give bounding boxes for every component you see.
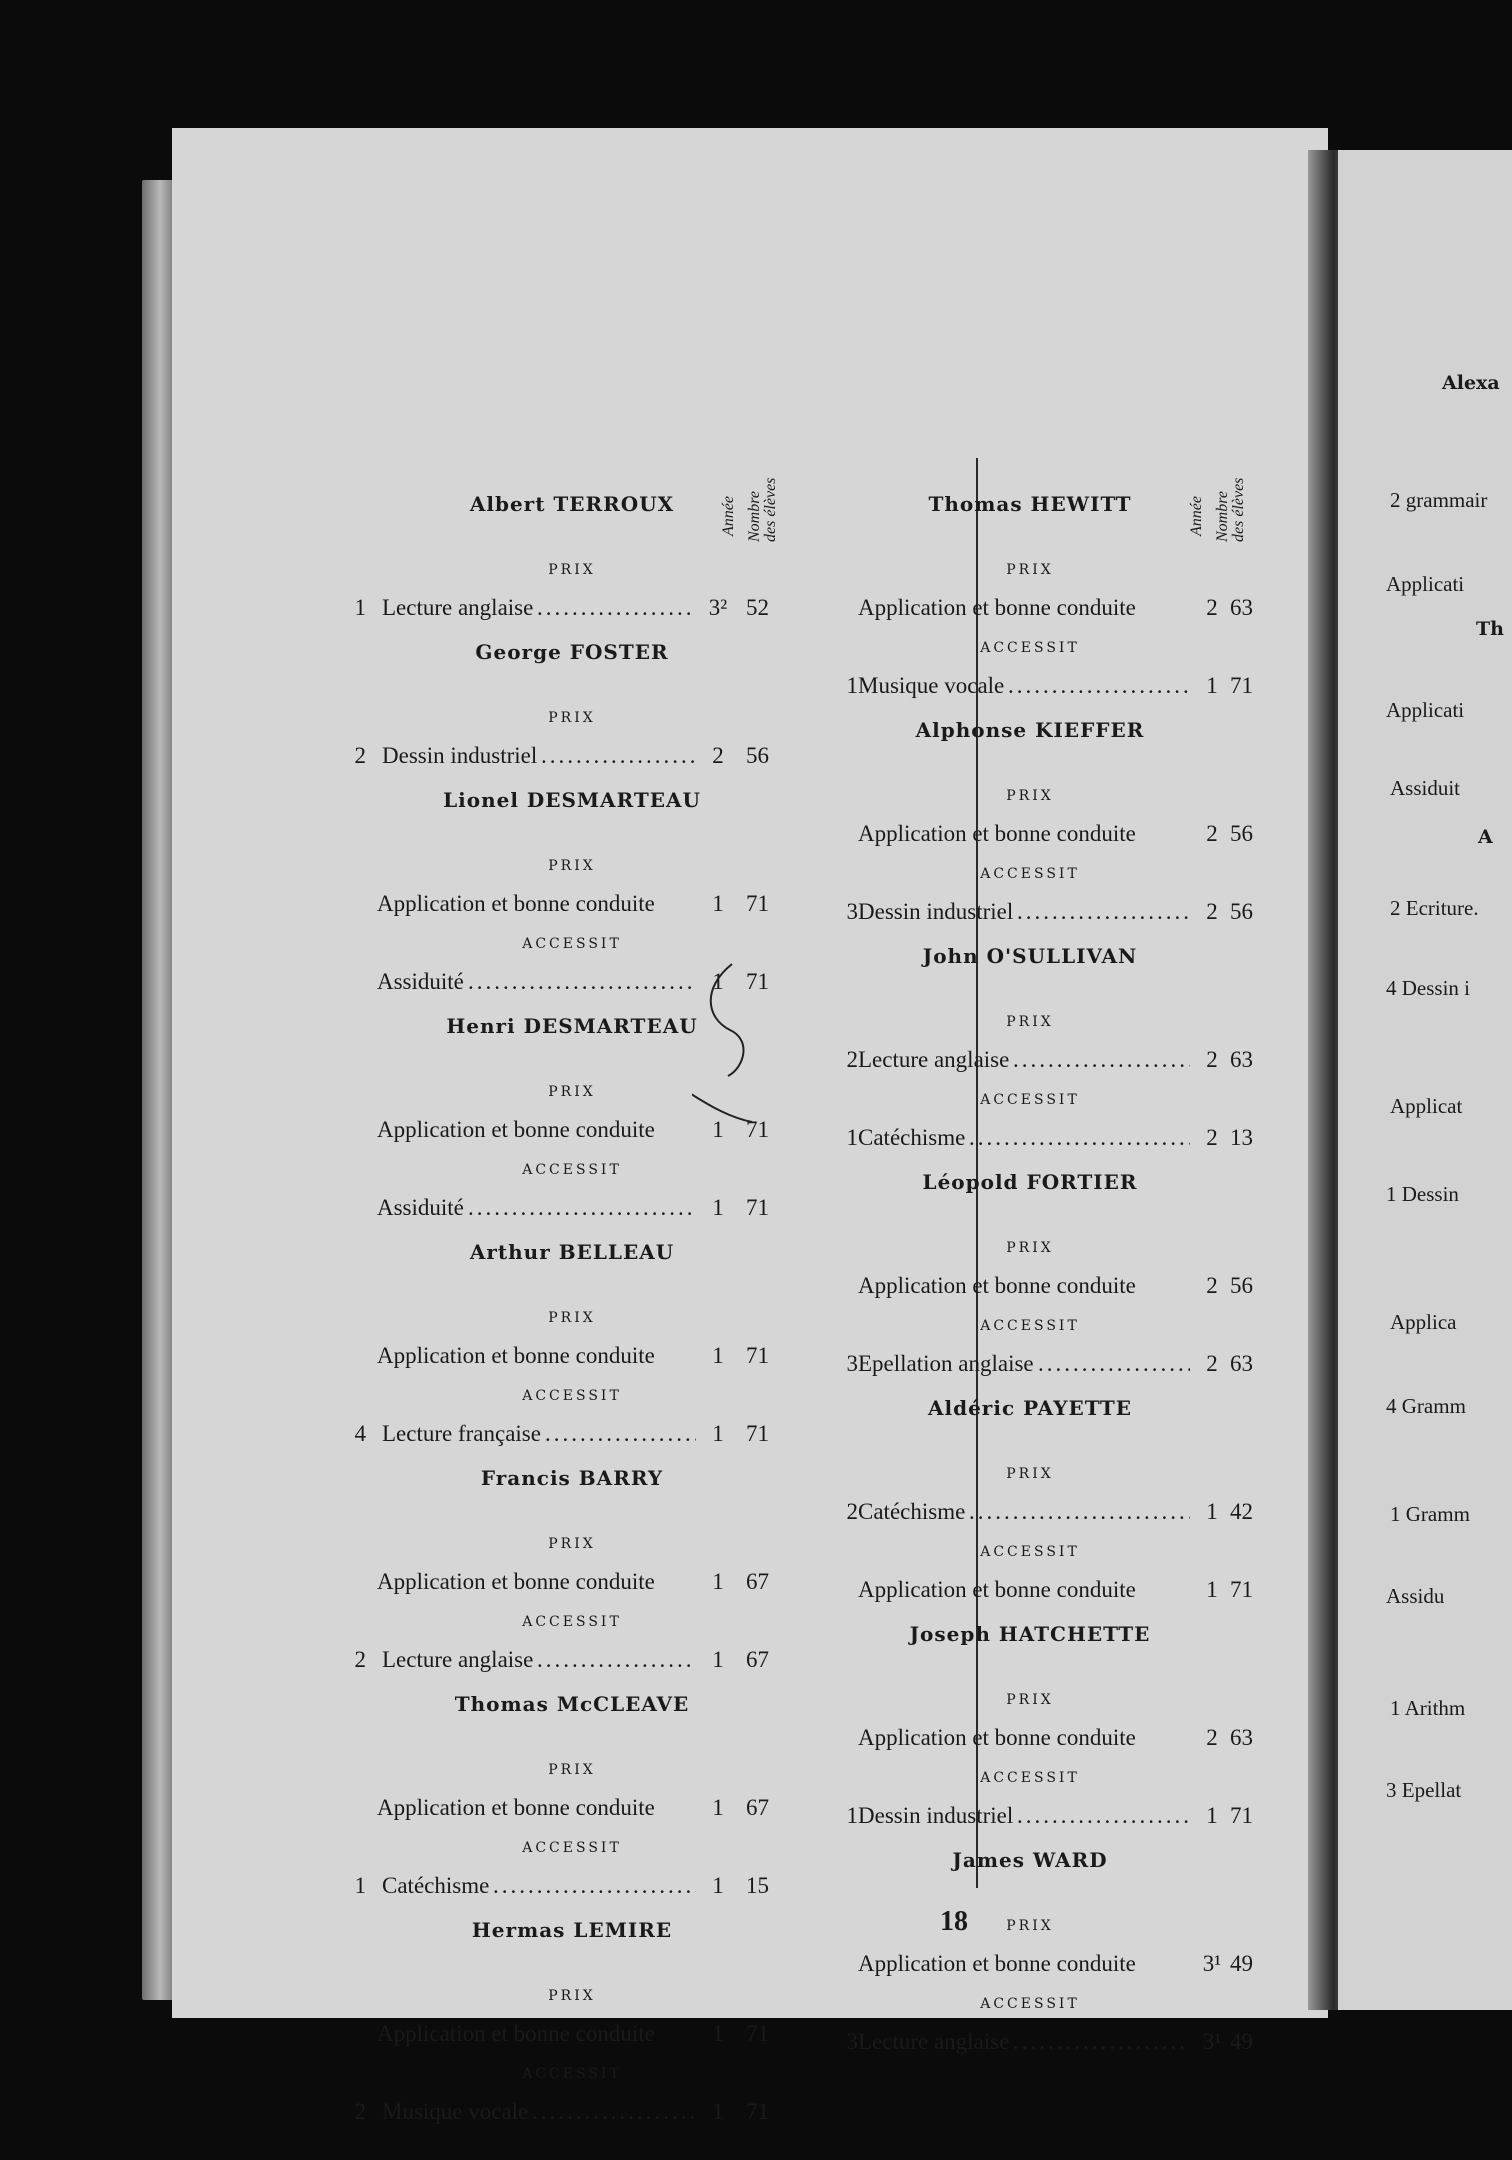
entry-eleves: 52 [746, 595, 769, 620]
entry-eleves: 15 [746, 1873, 769, 1898]
next-page-fragment: Applicati [1386, 698, 1465, 722]
nombre-header-right-2: des élèves [1230, 477, 1247, 542]
section-accessit: ACCESSIT [980, 866, 1080, 882]
entry-eleves: 56 [1230, 899, 1253, 924]
prize-entry [172, 897, 1280, 927]
entry-eleves: 49 [1230, 2029, 1253, 2054]
section-prix: PRIX [548, 1310, 596, 1326]
student-name: Arthur BELLEAU [469, 1240, 675, 1264]
prize-entry [172, 1871, 796, 1901]
entry-label: Lecture anglaise [858, 1047, 1010, 1072]
section-accessit: ACCESSIT [980, 1544, 1080, 1560]
section-prix: PRIX [548, 1084, 596, 1100]
entry-annee: 1 [1206, 1803, 1218, 1828]
next-page-fragment: 2 grammair [1390, 488, 1488, 512]
entry-annee: 3¹ [1202, 1951, 1222, 1976]
entry-annee: 1 [712, 1795, 724, 1820]
entry-eleves: 63 [1230, 1351, 1253, 1376]
section-accessit: ACCESSIT [522, 2066, 622, 2082]
entry-number: 3 [846, 1351, 858, 1376]
entry-label: Application et bonne conduite [858, 1577, 1136, 1602]
entry-annee: 1 [712, 1647, 724, 1672]
entry-label: Application et bonne conduite [377, 1343, 655, 1368]
entry-label: Application et bonne conduite [858, 1951, 1136, 1976]
next-page-fragment: Applicati [1386, 572, 1465, 596]
entry-label: Musique vocale [382, 2099, 529, 2124]
entry-annee: 1 [712, 2021, 724, 2046]
entry-label: Lecture anglaise [382, 595, 534, 620]
entry-number: 3 [846, 899, 858, 924]
entry-eleves: 71 [746, 1117, 769, 1142]
leader-dots [541, 741, 696, 771]
entry-eleves: 71 [1230, 1803, 1253, 1828]
section-prix: PRIX [1006, 1014, 1054, 1030]
entry-annee: 1 [712, 1569, 724, 1594]
section-accessit: ACCESSIT [980, 1092, 1080, 1108]
next-page-fragment: 4 Dessin i [1386, 976, 1470, 1000]
entry-annee: 3² [708, 595, 728, 620]
section-accessit: ACCESSIT [522, 1162, 622, 1178]
section-accessit: ACCESSIT [522, 1614, 622, 1630]
next-page-fragment: A [1478, 826, 1493, 848]
prize-entry [172, 1193, 796, 1223]
student-name: Henri DESMARTEAU [446, 1014, 698, 1038]
prize-entry [172, 1949, 1280, 1979]
entry-label: Lecture anglaise [382, 1647, 534, 1672]
entry-eleves: 49 [1230, 1951, 1253, 1976]
prize-entry [172, 1723, 1280, 1753]
nombre-header-2: des élèves [762, 477, 779, 542]
student-name: Léopold FORTIER [922, 1170, 1138, 1194]
section-accessit: ACCESSIT [980, 640, 1080, 656]
entry-number: 3 [846, 2029, 858, 2054]
entry-eleves: 67 [746, 1569, 769, 1594]
entry-eleves: 71 [746, 1195, 769, 1220]
next-page-fragment: Assiduit [1390, 776, 1461, 800]
leader-dots [1013, 1045, 1190, 1075]
section-prix: PRIX [1006, 1466, 1054, 1482]
leader-dots [545, 1419, 696, 1449]
entry-annee: 1 [1206, 1577, 1218, 1602]
entry-label: Catéchisme [858, 1499, 966, 1524]
section-accessit: ACCESSIT [980, 1996, 1080, 2012]
student-name: James WARD [952, 1848, 1108, 1872]
entry-label: Epellation anglaise [858, 1351, 1034, 1376]
entry-annee: 1 [1206, 673, 1218, 698]
entry-annee: 2 [1206, 1047, 1218, 1072]
leader-dots [1017, 1801, 1190, 1831]
entry-annee: 1 [712, 1343, 724, 1368]
leader-dots [1038, 1349, 1190, 1379]
entry-number: 1 [846, 673, 858, 698]
leader-dots [1013, 2027, 1190, 2057]
prize-entry [172, 1419, 796, 1449]
next-page-fragment: Applica [1390, 1310, 1457, 1334]
entry-number: 2 [354, 1647, 366, 1672]
entry-label: Musique vocale [858, 673, 1005, 698]
entry-label: Application et bonne conduite [377, 1569, 655, 1594]
student-name: Hermas LEMIRE [471, 1918, 673, 1942]
student-name: Thomas McCLEAVE [454, 1692, 690, 1716]
prize-entry [172, 1497, 1280, 1527]
entry-number: 2 [354, 743, 366, 768]
prize-entry [172, 819, 1280, 849]
entry-eleves: 71 [746, 2099, 769, 2124]
entry-annee: 2 [1206, 1725, 1218, 1750]
next-page-fragment: 4 Gramm [1386, 1394, 1466, 1418]
book-page [172, 128, 1328, 2124]
section-prix: PRIX [1006, 788, 1054, 804]
entry-annee: 2 [1206, 899, 1218, 924]
prize-entry [172, 1349, 1280, 1379]
annee-header-right: Année [1188, 496, 1205, 536]
entry-label: Lecture française [382, 1421, 541, 1446]
page-number: 18 [940, 1906, 968, 1937]
student-name: Lionel DESMARTEAU [443, 788, 701, 812]
section-prix: PRIX [1006, 1240, 1054, 1256]
entry-eleves: 71 [746, 1421, 769, 1446]
section-accessit: ACCESSIT [980, 1318, 1080, 1334]
next-page-fragment: 1 Gramm [1390, 1502, 1470, 1526]
leader-dots [969, 1497, 1190, 1527]
student-name: Alphonse KIEFFER [915, 718, 1145, 742]
prize-entry [172, 1575, 1280, 1605]
entry-annee: 1 [712, 1195, 724, 1220]
student-name: Albert TERROUX [469, 492, 675, 516]
prize-entry [172, 741, 796, 771]
entry-label: Catéchisme [382, 1873, 490, 1898]
entry-number: 1 [354, 595, 366, 620]
next-page-fragment: 1 Arithm [1390, 1696, 1466, 1720]
entry-annee: 1 [712, 1421, 724, 1446]
student-name: John O'SULLIVAN [922, 944, 1138, 968]
next-page-fragment: 3 Epellat [1386, 1778, 1462, 1802]
prize-entry [172, 1801, 1280, 1831]
section-accessit: ACCESSIT [522, 936, 622, 952]
entry-label: Application et bonne conduite [377, 2021, 655, 2046]
entry-label: Assiduité [377, 1195, 464, 1220]
student-name: George FOSTER [475, 640, 669, 664]
section-accessit: ACCESSIT [980, 1770, 1080, 1786]
student-name: Francis BARRY [480, 1466, 664, 1490]
annee-header: Année [720, 496, 737, 536]
entry-eleves: 71 [746, 2021, 769, 2046]
entry-label: Application et bonne conduite [377, 1117, 655, 1142]
entry-eleves: 63 [1230, 1047, 1253, 1072]
prize-entry [172, 593, 1280, 623]
section-prix: PRIX [548, 1536, 596, 1552]
entry-eleves: 67 [746, 1795, 769, 1820]
entry-label: Application et bonne conduite [377, 891, 655, 916]
section-accessit: ACCESSIT [522, 1840, 622, 1856]
entry-label: Dessin industriel [382, 743, 538, 768]
entry-annee: 1 [1206, 1499, 1218, 1524]
entry-label: Application et bonne conduite [858, 595, 1136, 620]
leader-dots [532, 2097, 696, 2127]
entry-eleves: 67 [746, 1647, 769, 1672]
section-prix: PRIX [548, 710, 596, 726]
entry-eleves: 71 [746, 1343, 769, 1368]
entry-eleves: 56 [1230, 821, 1253, 846]
entry-number: 1 [846, 1803, 858, 1828]
entry-annee: 1 [712, 891, 724, 916]
entry-annee: 2 [712, 743, 724, 768]
nombre-header-right-1: Nombre [1214, 491, 1231, 542]
entry-label: Application et bonne conduite [377, 1795, 655, 1820]
pencil-bracket-mark [692, 958, 772, 1128]
entry-annee: 2 [1206, 595, 1218, 620]
entry-eleves: 63 [1230, 1725, 1253, 1750]
student-name: Aldéric PAYETTE [927, 1396, 1133, 1420]
entry-annee: 1 [712, 1117, 724, 1142]
section-prix: PRIX [1006, 1918, 1054, 1934]
student-name: Thomas HEWITT [928, 492, 1132, 516]
section-prix: PRIX [1006, 1692, 1054, 1708]
entry-eleves: 71 [1230, 673, 1253, 698]
leader-dots [493, 1871, 696, 1901]
entry-annee: 2 [1206, 1273, 1218, 1298]
prize-entry [172, 1645, 796, 1675]
entry-number: 1 [354, 1873, 366, 1898]
leader-dots [468, 967, 696, 997]
entry-annee: 2 [1206, 821, 1218, 846]
leader-dots [1008, 671, 1190, 701]
entry-label: Application et bonne conduite [858, 821, 1136, 846]
leader-dots [969, 1123, 1190, 1153]
section-prix: PRIX [548, 562, 596, 578]
prize-entry [172, 671, 1280, 701]
next-page-fragment: Th [1476, 618, 1504, 640]
next-page-fragment: Alexa [1442, 372, 1500, 394]
next-page-fragment: 1 Dessin [1386, 1182, 1459, 1206]
entry-eleves: 71 [746, 891, 769, 916]
entry-label: Lecture anglaise [858, 2029, 1010, 2054]
entry-annee: 1 [712, 2099, 724, 2124]
prize-entry [172, 2027, 1280, 2057]
entry-annee: 1 [712, 969, 724, 994]
entry-number: 4 [354, 1421, 366, 1446]
section-prix: PRIX [548, 858, 596, 874]
entry-number: 2 [354, 2099, 366, 2124]
entry-label: Assiduité [377, 969, 464, 994]
entry-label: Application et bonne conduite [858, 1725, 1136, 1750]
entry-eleves: 63 [1230, 595, 1253, 620]
entry-number: 2 [846, 1499, 858, 1524]
section-prix: PRIX [548, 1988, 596, 2004]
section-accessit: ACCESSIT [522, 1388, 622, 1404]
entry-label: Dessin industriel [858, 899, 1014, 924]
entry-eleves: 71 [1230, 1577, 1253, 1602]
entry-label: Catéchisme [858, 1125, 966, 1150]
next-page [1338, 150, 1512, 2010]
entry-eleves: 56 [1230, 1273, 1253, 1298]
entry-annee: 2 [1206, 1351, 1218, 1376]
entry-eleves: 56 [746, 743, 769, 768]
section-prix: PRIX [1006, 562, 1054, 578]
entry-annee: 3¹ [1202, 2029, 1222, 2054]
entry-number: 1 [846, 1125, 858, 1150]
prize-entry [172, 1271, 1280, 1301]
entry-eleves: 13 [1230, 1125, 1253, 1150]
entry-label: Application et bonne conduite [858, 1273, 1136, 1298]
next-page-fragment: 2 Ecriture. [1390, 896, 1479, 920]
student-name: Joseph HATCHETTE [909, 1622, 1151, 1646]
entry-label: Dessin industriel [858, 1803, 1014, 1828]
next-page-fragment: Assidu [1386, 1584, 1445, 1608]
leader-dots [537, 1645, 696, 1675]
entry-number: 2 [846, 1047, 858, 1072]
entry-eleves: 42 [1230, 1499, 1253, 1524]
section-prix: PRIX [548, 1762, 596, 1778]
leader-dots [1017, 897, 1190, 927]
entry-annee: 1 [712, 1873, 724, 1898]
next-page-fragment: Applicat [1390, 1094, 1463, 1118]
nombre-header-1: Nombre [746, 491, 763, 542]
entry-eleves: 71 [746, 969, 769, 994]
leader-dots [468, 1193, 696, 1223]
entry-annee: 2 [1206, 1125, 1218, 1150]
prize-entry [172, 2097, 796, 2127]
